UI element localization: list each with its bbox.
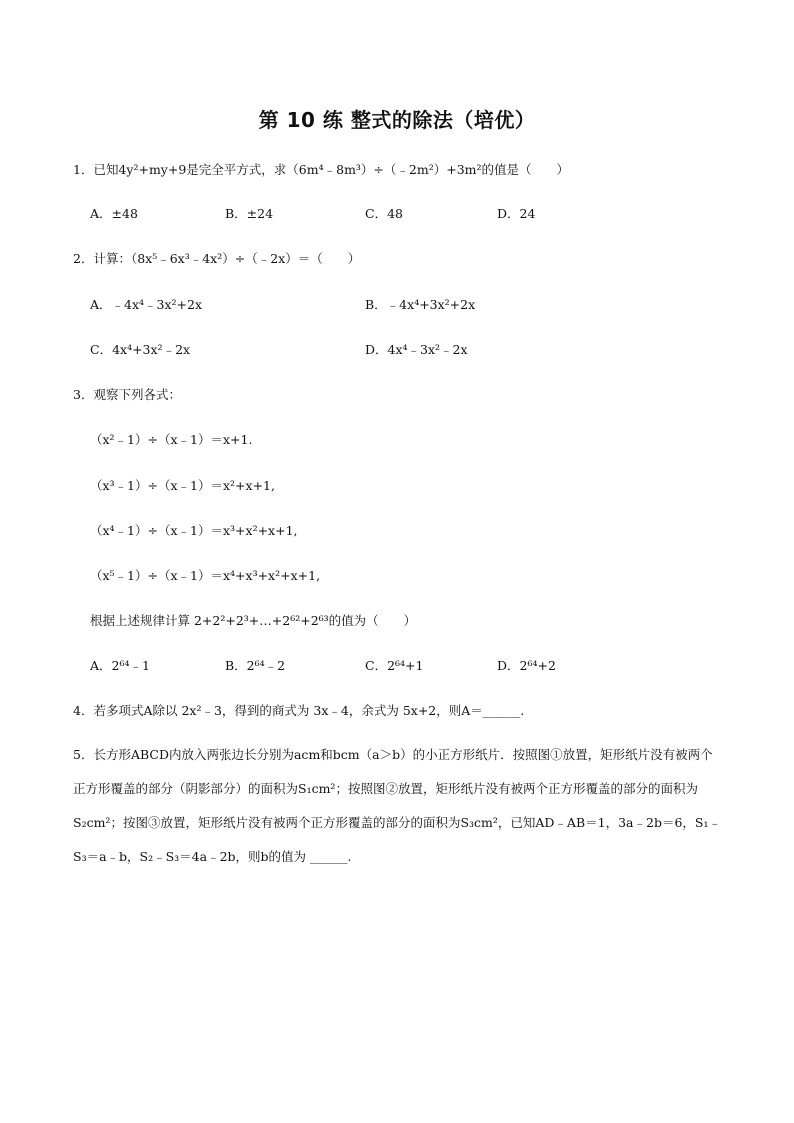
- question-2-option-a: A．﹣4x⁴﹣3x²+2x: [90, 297, 203, 312]
- question-1-option-d: D．24: [497, 206, 536, 221]
- question-2-option-b: B．﹣4x⁴+3x²+2x: [365, 297, 476, 312]
- question-4-stem: 4．若多项式A除以 2x²﹣3，得到的商式为 3x﹣4，余式为 5x+2，则A＝______.: [73, 703, 525, 718]
- question-3-ask: 根据上述规律计算 2+2²+2³+…+2⁶²+2⁶³的值为（ ）: [90, 613, 417, 628]
- question-3-line-4: （x⁵﹣1）÷（x﹣1）＝x⁴+x³+x²+x+1,: [90, 568, 321, 583]
- question-2-option-c: C．4x⁴+3x²﹣2x: [90, 342, 191, 357]
- question-2-option-d: D．4x⁴﹣3x²﹣2x: [365, 342, 468, 357]
- question-1-option-b: B．±24: [225, 206, 274, 221]
- question-3-line-2: （x³﹣1）÷（x﹣1）＝x²+x+1,: [90, 478, 275, 493]
- question-3-option-c: C．2⁶⁴+1: [365, 658, 424, 673]
- question-1-stem: 1．已知4y²+my+9是完全平方式，求（6m⁴﹣8m³）÷（﹣2m²）+3m²的值是（ ）: [73, 162, 570, 177]
- question-5-text: 5．长方形ABCD内放入两张边长分别为acm和bcm（a＞b）的小正方形纸片．按照图①放置，矩形纸片没有被两个正方形覆盖的部分（阴影部分）的面积为S₁cm²；按照图②放置，矩形纸片没有被两个正方形覆盖的部分的面积为S₂cm²；按图③放置，矩形纸片没有被两个正方形覆盖的部分的面积为S₃cm²，已知AD﹣AB＝1，3a﹣2b＝6，S₁﹣S₃＝a﹣b，S₂﹣S₃＝4a﹣2b，则b的值为 ______.: [73, 747, 721, 864]
- question-3-option-a: A．2⁶⁴﹣1: [90, 658, 150, 673]
- question-1-option-a: A．±48: [90, 206, 138, 221]
- page-title: 第 10 练 整式的除法（培优）: [258, 108, 536, 132]
- question-2-stem: 2．计算：（8x⁵﹣6x³﹣4x²）÷（﹣2x）＝（ ）: [73, 251, 361, 266]
- question-3-option-b: B．2⁶⁴﹣2: [225, 658, 286, 673]
- question-1-option-c: C．48: [365, 206, 403, 221]
- question-3-stem: 3．观察下列各式：: [73, 387, 181, 402]
- question-3-line-3: （x⁴﹣1）÷（x﹣1）＝x³+x²+x+1,: [90, 523, 298, 538]
- question-3-line-1: （x²﹣1）÷（x﹣1）＝x+1.: [90, 432, 253, 447]
- question-3-option-d: D．2⁶⁴+2: [497, 658, 556, 673]
